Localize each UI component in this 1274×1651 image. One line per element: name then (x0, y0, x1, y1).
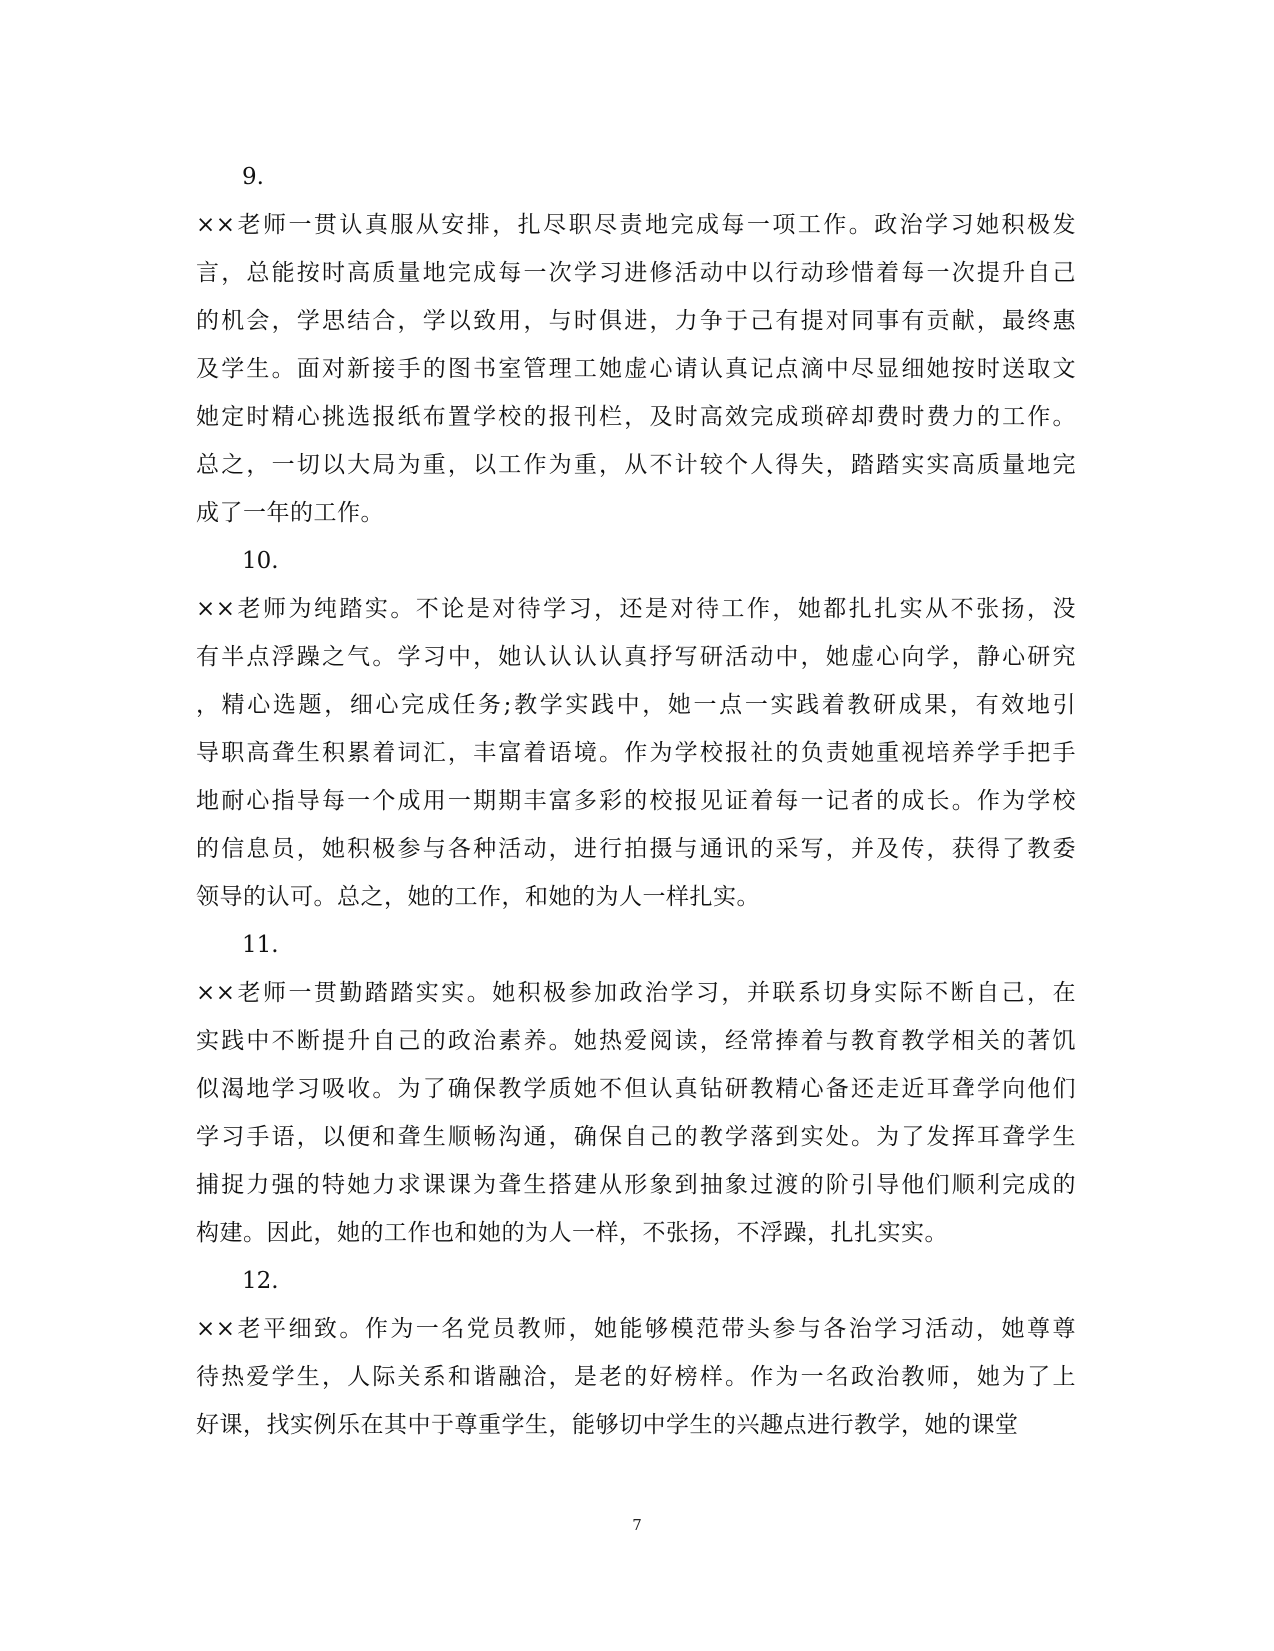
section-number: 11. (242, 932, 279, 958)
text-line: 有半点浮躁之气。学习中，她认认认认真抒写研活动中，她虚心向学，静心研究 (196, 644, 1076, 670)
text-line: 她定时精心挑选报纸布置学校的报刊栏，及时高效完成琐碎却费时费力的工作。 (196, 404, 1076, 430)
section-number: 9. (242, 164, 264, 190)
text-line: 导职高聋生积累着词汇，丰富着语境。作为学校报社的负责她重视培养学手把手 (196, 740, 1076, 766)
text-line: 捕捉力强的特她力求课课为聋生搭建从形象到抽象过渡的阶引导他们顺利完成的 (196, 1172, 1076, 1198)
text-line: 领导的认可。总之，她的工作，和她的为人一样扎实。 (196, 884, 760, 910)
text-line: 的机会，学思结合，学以致用，与时俱进，力争于己有提对同事有贡献，最终惠 (196, 308, 1076, 334)
text-line: ××老平细致。作为一名党员教师，她能够模范带头参与各治学习活动，她尊尊 (196, 1316, 1076, 1342)
text-line: 构建。因此，她的工作也和她的为人一样，不张扬，不浮躁，扎扎实实。 (196, 1220, 948, 1246)
text-line: 待热爱学生，人际关系和谐融洽，是老的好榜样。作为一名政治教师，她为了上 (196, 1364, 1076, 1390)
text-line: 总之，一切以大局为重，以工作为重，从不计较个人得失，踏踏实实高质量地完 (196, 452, 1076, 478)
text-line: 好课，找实例乐在其中于尊重学生，能够切中学生的兴趣点进行教学，她的课堂 (196, 1412, 1019, 1438)
text-line: ××老师一贯认真服从安排，扎尽职尽责地完成每一项工作。政治学习她积极发 (196, 212, 1076, 238)
document-body (196, 153, 1076, 1449)
page-number: 7 (632, 1516, 642, 1534)
text-line: ××老师为纯踏实。不论是对待学习，还是对待工作，她都扎扎实从不张扬，没 (196, 596, 1076, 622)
section-number: 10. (242, 548, 279, 574)
text-line: 学习手语，以便和聋生顺畅沟通，确保自己的教学落到实处。为了发挥耳聋学生 (196, 1124, 1076, 1150)
text-line: 似渴地学习吸收。为了确保教学质她不但认真钻研教精心备还走近耳聋学向他们 (196, 1076, 1076, 1102)
text-line: ××老师一贯勤踏踏实实。她积极参加政治学习，并联系切身实际不断自己，在 (196, 980, 1076, 1006)
text-line: 及学生。面对新接手的图书室管理工她虚心请认真记点滴中尽显细她按时送取文 (196, 356, 1076, 382)
text-line: 言，总能按时高质量地完成每一次学习进修活动中以行动珍惜着每一次提升自己 (196, 260, 1076, 286)
text-line: 实践中不断提升自己的政治素养。她热爱阅读，经常捧着与教育教学相关的著饥 (196, 1028, 1076, 1054)
text-line: ，精心选题，细心完成任务;教学实践中，她一点一实践着教研成果，有效地引 (196, 692, 1076, 718)
section-number: 12. (242, 1268, 279, 1294)
text-line: 地耐心指导每一个成用一期期丰富多彩的校报见证着每一记者的成长。作为学校 (196, 788, 1076, 814)
text-line: 成了一年的工作。 (196, 500, 384, 526)
text-line: 的信息员，她积极参与各种活动，进行拍摄与通讯的采写，并及传，获得了教委 (196, 836, 1076, 862)
